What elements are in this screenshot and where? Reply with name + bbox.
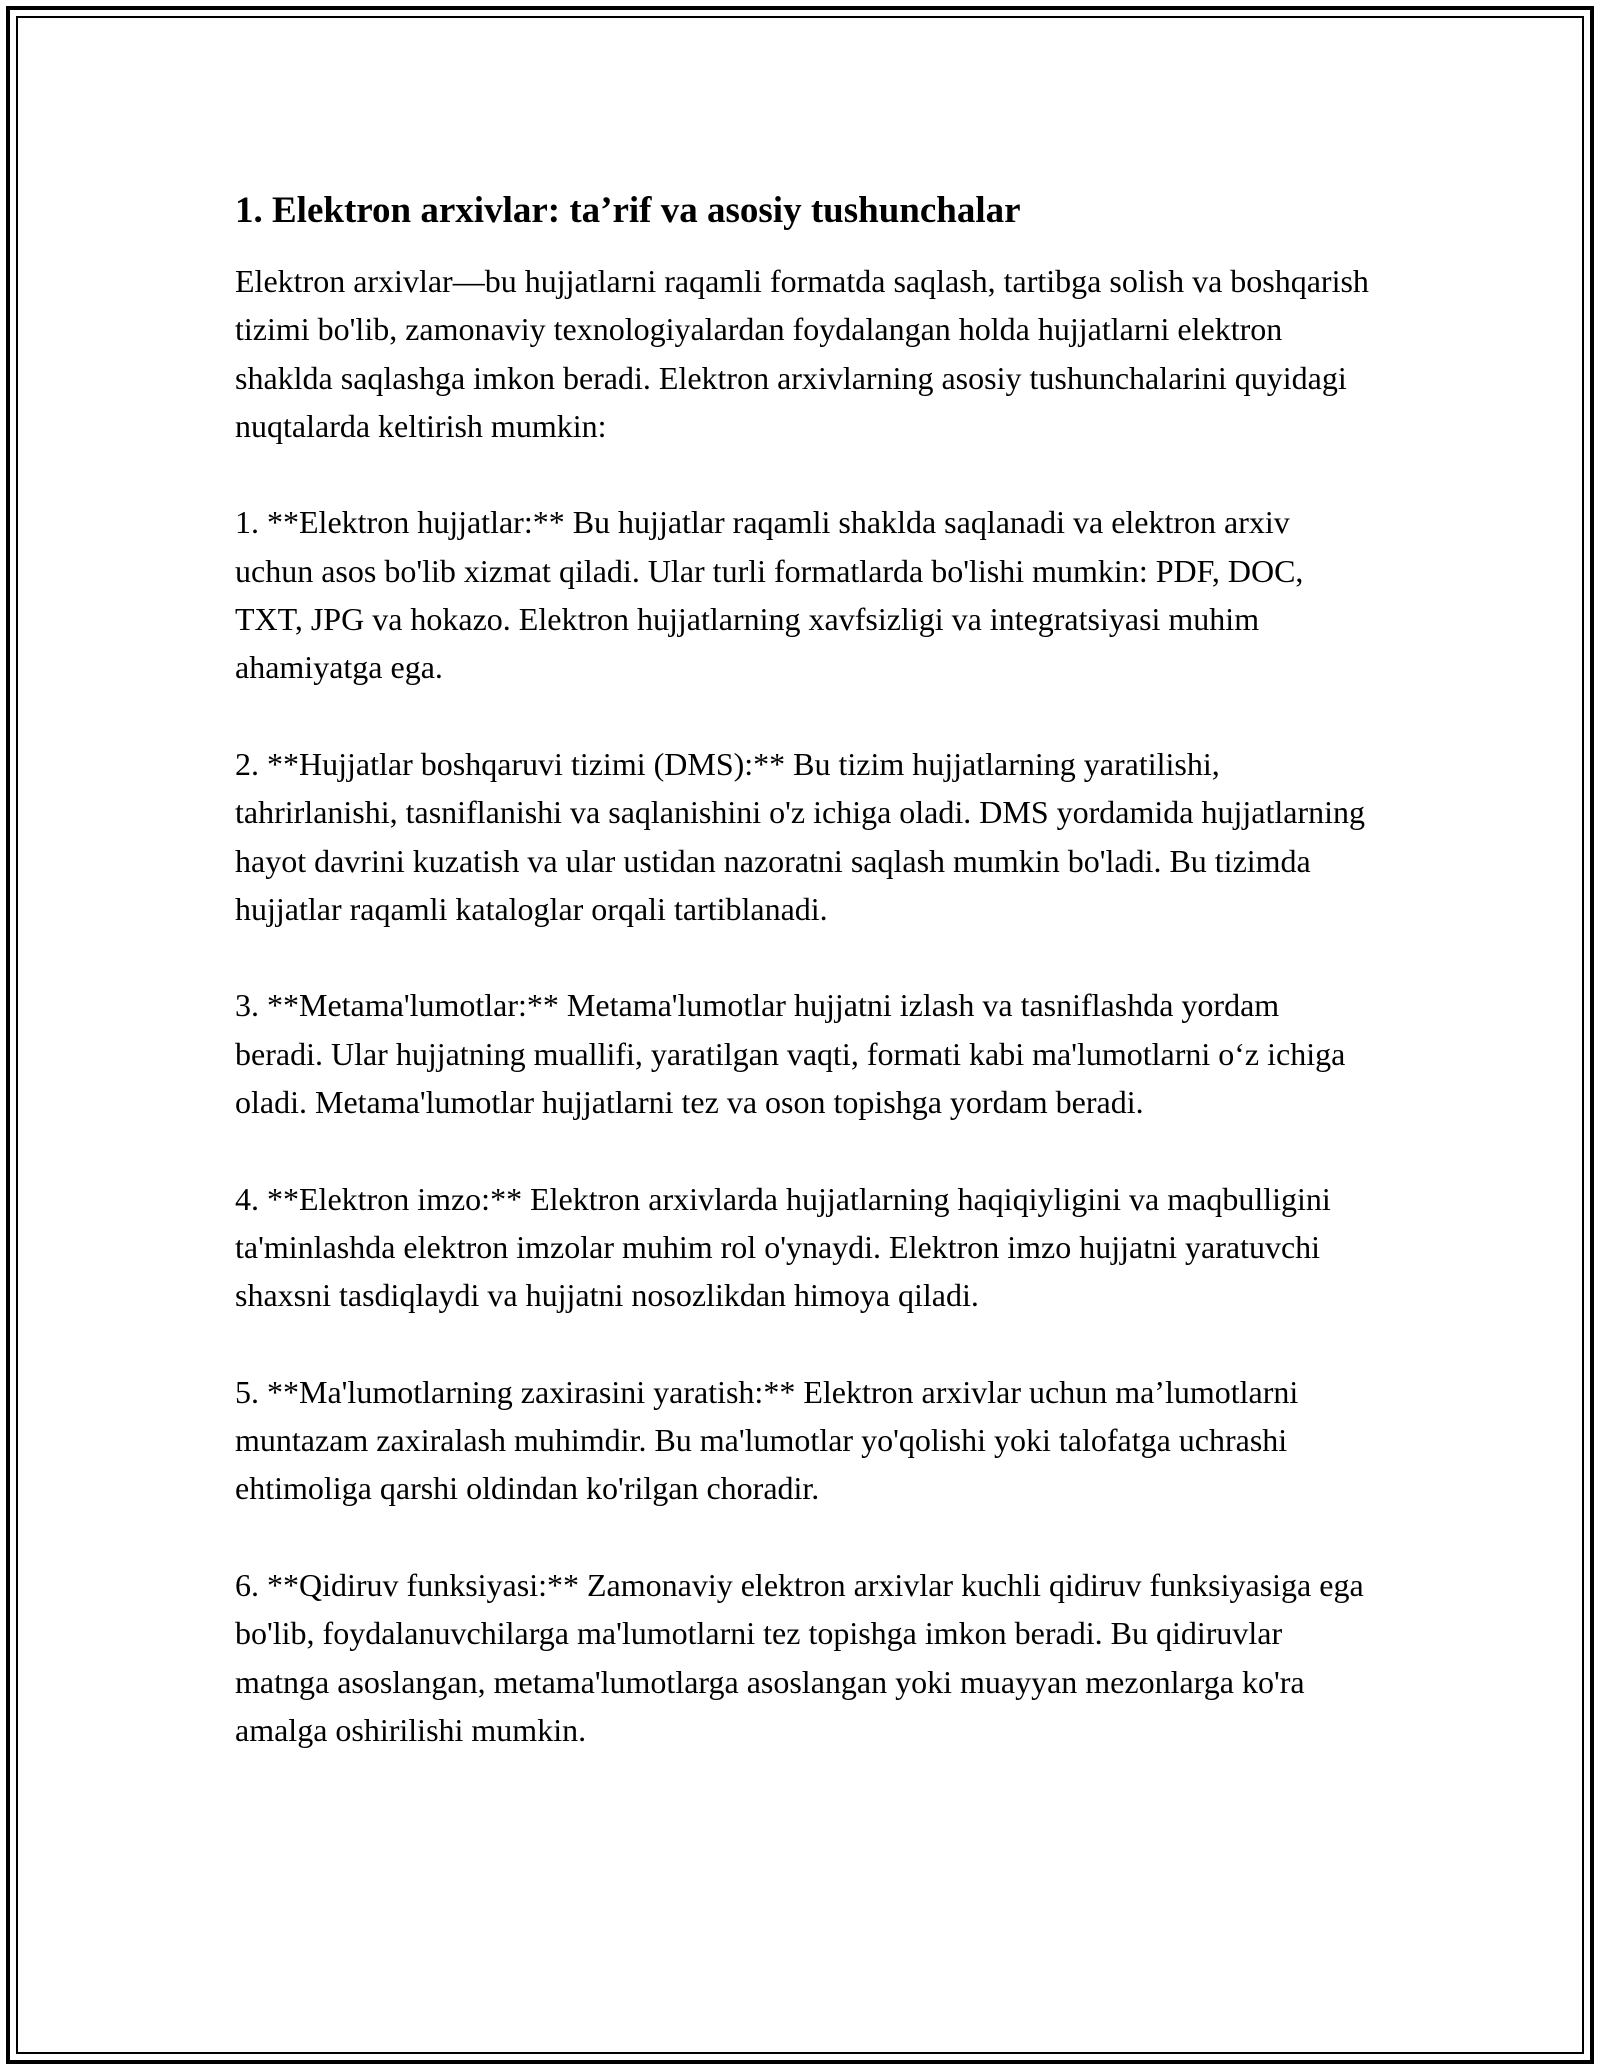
item-search-function: 6. **Qidiruv funksiyasi:** Zamonaviy elektron arxivlar kuchli qidiruv funksiyasiga ega bo'lib, foydalanuvchilarga ma'lumotlarni tez topishga imkon beradi. Bu qidiruvlar matnga asoslangan, metama'lumotlarga asoslangan yoki muayyan mezonlarga ko'ra amalga oshirilishi mumkin. [235,1567,1364,1748]
item-data-backup: 5. **Ma'lumotlarning zaxirasini yaratish:** Elektron arxivlar uchun ma’lumotlarni muntazam zaxiralash muhimdir. Bu ma'lumotlar yo'qolishi yoki talofatga uchrashi ehtimoliga qarshi oldindan ko'rilgan choradir. [235,1373,1299,1507]
item-electronic-signature: 4. **Elektron imzo:** Elektron arxivlarda hujjatlarning haqiqiyligini va maqbulligini ta'minlashda elektron imzolar muhim rol o'ynaydi. Elektron imzo hujjatni yaratuvchi shaxsni tasdiqlaydi va hujjatni nosozlikdan himoya qiladi. [235,1180,1331,1314]
item-electronic-documents: 1. **Elektron hujjatlar:** Bu hujjatlar raqamli shaklda saqlanadi va elektron arxiv uchun asos bo'lib xizmat qiladi. Ular turli formatlarda bo'lishi mumkin: PDF, DOC, TXT, JPG va hokazo. Elektron hujjatlarning xavfsizligi va integratsiyasi muhim ahamiyatga ega. [235,504,1304,686]
section-heading: 1. Elektron arxivlar: ta’rif va asosiy tushunchalar [235,190,1021,231]
intro-paragraph: Elektron arxivlar—bu hujjatlarni raqamli formatda saqlash, tartibga solish va boshqarish tizimi bo'lib, zamonaviy texnologiyalardan foydalangan holda hujjatlarni elektron shaklda saqlashga imkon beradi. Elektron arxivlarning asosiy tushunchalarini quyidagi nuqtalarda keltirish mumkin: [235,263,1369,444]
item-metadata: 3. **Metama'lumotlar:** Metama'lumotlar hujjatni izlash va tasniflashda yordam beradi. Ular hujjatning muallifi, yaratilgan vaqti, formati kabi ma'lumotlarni o‘z ichiga oladi. Metama'lumotlar hujjatlarni tez va oson topishga yordam beradi. [235,987,1346,1121]
document-body [235,187,1375,1803]
item-document-management-system: 2. **Hujjatlar boshqaruvi tizimi (DMS):** Bu tizim hujjatlarning yaratilishi, tahrirlanishi, tasniflanishi va saqlanishini o'z ichiga oladi. DMS yordamida hujjatlarning hayot davrini kuzatish va ular ustidan nazoratni saqlash mumkin bo'ladi. Bu tizimda hujjatlar raqamli kataloglar orqali tartiblanadi. [235,745,1365,927]
